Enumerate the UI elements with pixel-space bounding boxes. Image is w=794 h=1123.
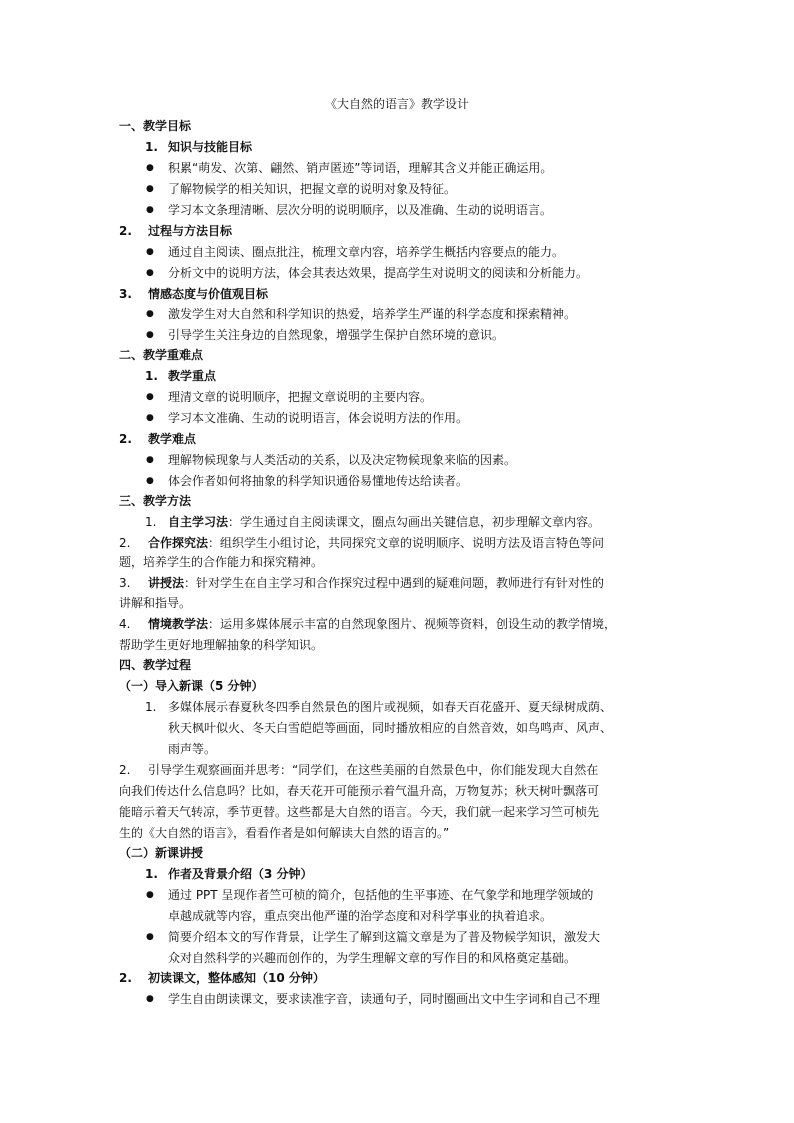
bullet-icon: ● [146,309,154,319]
list-item: 理解物候现象与人类活动的关系，以及决定物候现象来临的因素。 [168,453,517,467]
paragraph-line: 秋天枫叶似火、冬天白雪皑皑等画面，同时播放相应的自然音效，如鸟鸣声、风声、 [168,721,613,735]
method-label: 情境教学法 [148,617,209,631]
method-text: ：针对学生在自主学习和合作探究过程中遇到的疑难问题，教师进行有针对性的 [184,576,605,590]
section-heading: 一、教学目标 [119,119,192,133]
subsection-heading: 过程与方法目标 [148,224,233,238]
paragraph-line: 生的《大自然的语言》，看看作者是如何解读大自然的语言的。” [119,826,450,840]
method-text-continued: 题，培养学生的合作能力和探究精神。 [119,555,324,569]
list-number: 3. [119,287,132,301]
subsection-heading: 教学难点 [148,432,197,446]
paragraph-line: 向我们传达什么信息吗？比如，春天花开可能预示着气温升高，万物复苏；秋天树叶飘落可 [119,784,600,798]
subsection-heading: 教学重点 [168,369,217,383]
method-text: ：运用多媒体展示丰富的自然现象图片、视频等资料，创设生动的教学情境， [208,617,617,631]
list-item: 了解物候学的相关知识，把握文章的说明对象及特征。 [168,182,457,196]
paragraph-line: 多媒体展示春夏秋冬四季自然景色的图片或视频，如春天百花盛开、夏天绿树成荫、 [168,700,613,714]
list-item: 学习本文条理清晰、层次分明的说明顺序，以及准确、生动的说明语言。 [168,203,553,217]
list-number: 2. [119,224,132,238]
bullet-icon: ● [146,163,154,173]
method-text-continued: 讲解和指导。 [119,596,192,610]
list-number: 1. [145,140,158,154]
paragraph-line: 学生自由朗读课文，要求读准字音，读通句子，同时圈画出文中生字词和自己不理 [168,992,601,1006]
list-item: 激发学生对大自然和科学知识的热爱，培养学生严谨的科学态度和探索精神。 [168,307,577,321]
list-number: 1. [145,867,158,881]
method-label: 讲授法 [148,576,185,590]
bullet-icon: ● [146,890,154,900]
list-number: 2. [119,536,131,550]
subsection-heading: 情感态度与价值观目标 [148,287,269,301]
list-number: 1. [145,515,157,529]
list-item: 体会作者如何将抽象的科学知识通俗易懂地传达给读者。 [168,474,469,488]
list-number: 2. [119,763,131,777]
paragraph-line: 通过 PPT 呈现作者竺可桢的简介，包括他的生平事迹、在气象学和地理学领域的 [168,888,594,902]
list-item: 积累“萌发、次第、翩然、销声匿迹”等词语，理解其含义并能正确运用。 [168,161,553,175]
bullet-icon: ● [146,455,154,465]
list-number: 1. [145,700,157,714]
method-text: ：组织学生小组讨论，共同探究文章的说明顺序、说明方法及语言特色等问 [208,536,605,550]
list-number: 2. [119,432,132,446]
bullet-icon: ● [146,205,154,215]
list-number: 3. [119,576,131,590]
paragraph-line: 雨声等。 [168,742,217,756]
document-title: 《大自然的语言》教学设计 [324,97,469,111]
subsection-heading: 作者及背景介绍（3 分钟） [168,867,313,881]
paragraph-line: 简要介绍本文的写作背景，让学生了解到这篇文章是为了普及物候学知识，激发大 [168,930,601,944]
section-heading: 二、教学重难点 [119,348,204,362]
phase-heading: （一）导入新课（5 分钟） [119,679,264,693]
list-item: 通过自主阅读、圈点批注，梳理文章内容，培养学生概括内容要点的能力。 [168,245,565,259]
list-item: 学习本文准确、生动的说明语言，体会说明方法的作用。 [168,411,469,425]
bullet-icon: ● [146,268,154,278]
subsection-heading: 知识与技能目标 [168,140,253,154]
bullet-icon: ● [146,247,154,257]
method-text-continued: 帮助学生更好地理解抽象的科学知识。 [119,638,324,652]
section-heading: 四、教学过程 [119,658,192,672]
bullet-icon: ● [146,476,154,486]
paragraph-line: 卓越成就等内容，重点突出他严谨的治学态度和对科学事业的执着追求。 [168,909,553,923]
bullet-icon: ● [146,932,154,942]
method-item [168,513,600,531]
subsection-heading: 初读课文，整体感知（10 分钟） [148,971,325,985]
list-item: 理清文章的说明顺序，把握文章说明的主要内容。 [168,390,433,404]
method-item [148,574,604,592]
method-label: 自主学习法 [168,515,229,529]
list-number: 2. [119,971,132,985]
bullet-icon: ● [146,330,154,340]
bullet-icon: ● [146,994,154,1004]
section-heading: 三、教学方法 [119,494,192,508]
method-item [148,534,604,552]
paragraph-line: 引导学生观察画面并思考：“同学们，在这些美丽的自然景色中，你们能发现大自然在 [148,763,599,777]
phase-heading: （二）新课讲授 [119,846,204,860]
list-item: 分析文中的说明方法，体会其表达效果，提高学生对说明文的阅读和分析能力。 [168,266,589,280]
bullet-icon: ● [146,392,154,402]
paragraph-line: 能暗示着天气转凉，季节更替。这些都是大自然的语言。今天，我们就一起来学习竺可桢先 [119,805,600,819]
list-number: 4. [119,617,131,631]
paragraph-line: 众对自然科学的兴趣而创作的，为学生理解文章的写作目的和风格奠定基础。 [168,951,577,965]
method-label: 合作探究法 [148,536,209,550]
bullet-icon: ● [146,184,154,194]
bullet-icon: ● [146,413,154,423]
method-item [148,615,616,633]
list-number: 1. [145,369,158,383]
method-text: ：学生通过自主阅读课文，圈点勾画出关键信息，初步理解文章内容。 [228,515,601,529]
list-item: 引导学生关注身边的自然现象，增强学生保护自然环境的意识。 [168,328,505,342]
